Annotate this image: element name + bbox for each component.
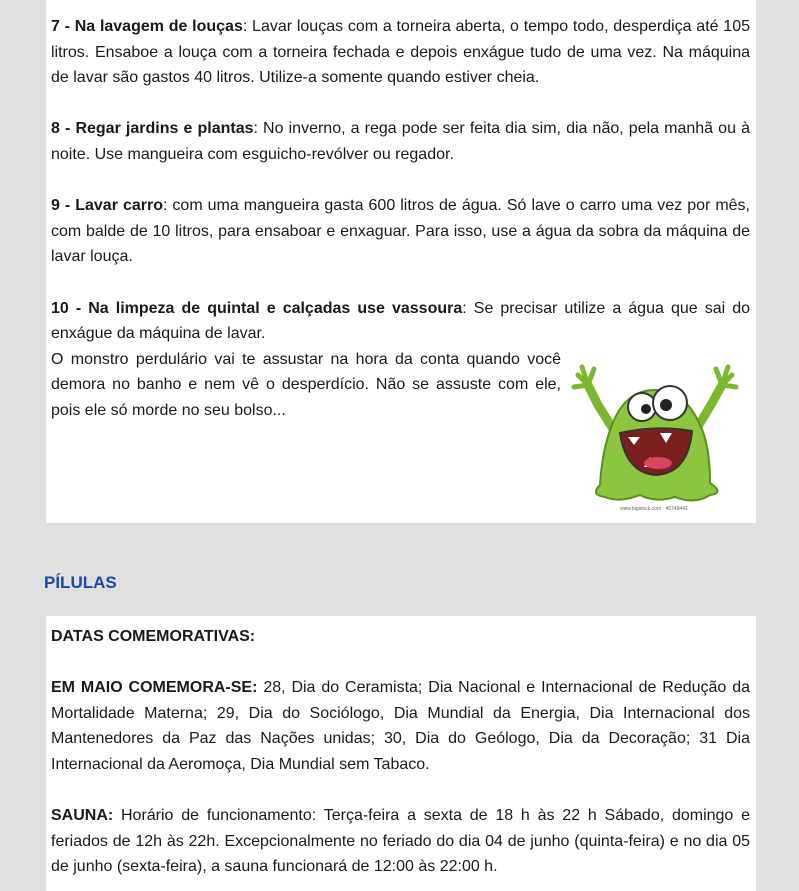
may-text: 28, Dia do Ceramista; Dia Nacional e Internacional de Redução da Mortalidade Materna; 29, Dia do Sociólogo, Dia Mundial da Energia, Dia Internacional dos Mantenedores da Paz das Nações unidas; 30, Dia do Geólogo, Dia da Decoração; 31 Dia Internacional da Aeromoça, Dia Mundial sem Tabaco. bbox=[51, 679, 751, 773]
sauna-paragraph bbox=[51, 803, 750, 880]
pilulas-card bbox=[46, 616, 756, 891]
tip-7-heading: 7 - Na lavagem de louças bbox=[51, 18, 243, 35]
tip-7-text: : Lavar louças com a torneira aberta, o tempo todo, desperdiça até 105 litros. Ensaboe a louça com a torneira fechada e depois enxágue tudo de uma vez. Na máquina de lavar são gastos 40 litros. Utilize-a somente quando estiver cheia. bbox=[51, 18, 750, 87]
sauna-heading: SAUNA: bbox=[51, 807, 114, 825]
tip-8-heading: 8 - Regar jardins e plantas bbox=[51, 120, 254, 138]
tip-9-text: : com uma mangueira gasta 600 litros de água. Só lave o carro uma vez por mês, com balde de 10 litros, para ensaboar e enxaguar. Para isso, use a água da sobra da máquina de lavar louça. bbox=[51, 197, 750, 266]
sauna-text: Horário de funcionamento: Terça-feira a sexta de 18 h às 22 h Sábado, domingo e feriados de 12h às 22h. Excepcionalmente no feriado do dia 04 de junho (quinta-feira) e no dia 05 de junho (sexta-feira), a sauna funcionará de 12:00 às 22:00 h. bbox=[51, 807, 750, 876]
tip-7 bbox=[51, 14, 750, 91]
dates-heading: DATAS COMEMORATIVAS: bbox=[51, 628, 256, 645]
tip-9-heading: 9 - Lavar carro bbox=[51, 197, 163, 215]
may-heading: EM MAIO COMEMORA-SE: bbox=[51, 679, 258, 697]
may-paragraph bbox=[51, 675, 750, 777]
tips-card bbox=[46, 0, 756, 523]
tip-10-text: : Se precisar utilize a água que sai do enxágue da máquina de lavar. bbox=[51, 299, 751, 343]
monster-section bbox=[51, 347, 750, 512]
tip-8 bbox=[51, 116, 750, 167]
tip-9 bbox=[51, 193, 750, 270]
section-title: PÍLULAS bbox=[44, 573, 117, 592]
monster-paragraph: O monstro perdulário vai te assustar na hora da conta quando você demora no banho e nem vê o desperdício. Não se assuste com ele, pois ele só morde no seu bolso... bbox=[51, 350, 561, 419]
green-monster-image bbox=[560, 345, 750, 515]
image-credit: www.bigstock.com · 45748441 bbox=[620, 505, 688, 512]
tip-10 bbox=[51, 296, 750, 347]
tip-10-heading: 10 - Na limpeza de quintal e calçadas use vassoura bbox=[51, 299, 463, 317]
tip-8-text: : No inverno, a rega pode ser feita dia sim, dia não, pela manhã ou à noite. Use mangueira com esguicho-revólver ou regador. bbox=[51, 120, 750, 163]
